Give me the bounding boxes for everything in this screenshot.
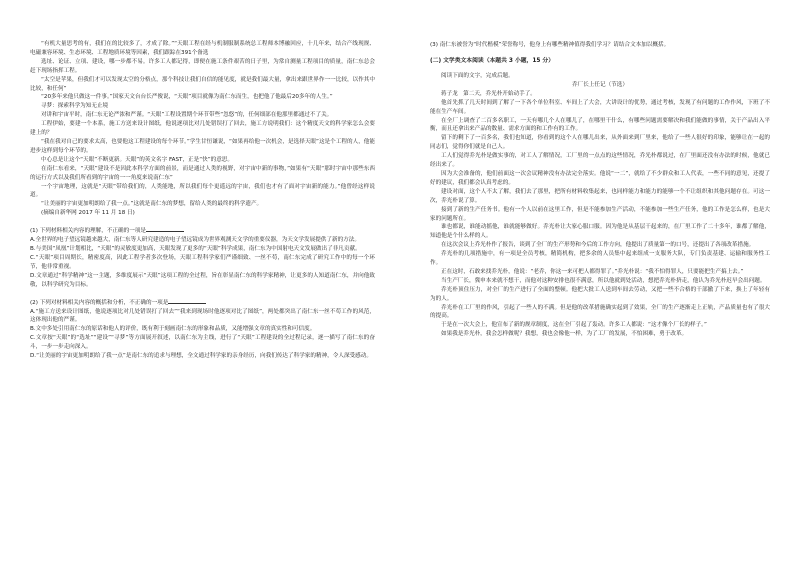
story-paragraph: 当生产厂长，冀申本来就不想干，而他对这种安排也很不满意，所以他就到处活动，想把乔光朴挤走，他认为乔光朴迟早会出问题。 bbox=[441, 277, 766, 284]
question-3: (3) 南仁东被誉为“时代楷模”荣誉称号，他身上有哪些精神值得我们学习？请结合文本加以概括。 bbox=[430, 42, 670, 48]
story-paragraph: 正在这时，石敢来找乔光朴，他说：“老乔，你这一来可把人都得罪了。”乔光朴说：“我不怕得罪人，只要能把生产搞上去。” bbox=[441, 268, 744, 275]
story-body bbox=[430, 99, 770, 339]
right-column bbox=[430, 40, 770, 552]
question-2-stem: (2) 下列对材料相关内容的概括和分析，不正确的一项是 bbox=[30, 299, 169, 306]
passage-paragraph: (摘编自新华网 2017 年 11 月 18 日) bbox=[41, 210, 135, 217]
passage-paragraph: 寻梦：探索科学为知无止境 bbox=[41, 103, 109, 110]
passage-paragraph: “太空是苹果，但我们才可以发现太空的分格点，那个科技让我们自信的能见度，就是我们最大量，拿出来跟世界作一一比较，以作其中比较，和任何” bbox=[30, 76, 375, 92]
story-paragraph: 留下的剩下了一百多名，我们也知道，你看到的这个人在哪儿出来，从外面来到厂里来，他给了一些人很好的印象，能够让在一起的同志们，觉得你们就是自己人。 bbox=[430, 135, 770, 151]
question-1-option-a: A.全世界的电子望远镜越来越大，南仁东等人研究建造的电子望远镜成为世界观测天文学的重要仪器，为天文学发展提供了新的方法。 bbox=[30, 237, 360, 244]
question-1 bbox=[30, 226, 375, 289]
story-chapter: 第二天，乔光朴开始动手了。 bbox=[463, 90, 536, 97]
story-paragraph: 在全厂上调查了二百多名职工，一天有哪几个人在哪儿了，在哪里干什么，有哪些问题需要解决和我们能做的事情，关于产品出入平衡，而且还拿出来产品的数量、需求方面的和工作有的工作。 bbox=[430, 117, 770, 133]
question-1-stem: (1) 下列材料相关内容的理解，不正确的一项是 bbox=[30, 228, 146, 235]
instruction: 阅读下面的文字，完成后题。 bbox=[441, 73, 514, 79]
story-paragraph: 他首先抓了几天时间到了解了一下各个单位科室、车间上了大会，大讲设计的优势，通过考核，发现了有问题的工作作风，下班了不能在生产车间。 bbox=[430, 99, 770, 115]
answer-blank[interactable] bbox=[168, 298, 206, 304]
passage-paragraph: 对讲和宇宙平时，南仁东无论严浓和严谨。“天眼”工程设置期个环节带些“忽悠”的，任何细部在他那里都通过不了关。 bbox=[41, 112, 333, 119]
question-2-option-a: A.“施工方送来设计图纸，他说逐项比对几处错误打了回去”“我来到现场时他逐项对比了图纸”，两处都突出了南仁东一丝不苟工作的风范，这体现出他的严谨。 bbox=[30, 308, 375, 324]
passage-paragraph: “20多年来他只做这一件事。”国家天文台台长严俊说，“天眼”项目就像为南仁东而生，也把他了他最后20多年的人生。” bbox=[41, 94, 333, 101]
passage-paragraph: 选址、论证、立项、建设，哪一步都不易。许多工人都记得，即便在施工条件艰苦的日子里，为常自测量工程项目的质量，南仁东总会赶下现场指挥工程。 bbox=[30, 58, 375, 74]
story-author: 蒋子龙 bbox=[441, 90, 458, 97]
question-2-option-c: C.文章按“天眼”的“选址”“建设”“寻梦”等方面展开叙述，以南仁东为主线，进行了“天眼”工程建设的全过程记录，逐一描写了南仁东的奋斗，一步一步走向深入。 bbox=[30, 335, 375, 351]
story-paragraph: 因为大会准备的，他们前面这一次会议精神没有办法完全落实。他说“一二”，就给了不少群众和工人代表，一些不同的意见，还提了好的建议，我们都会认真考虑的。 bbox=[430, 170, 770, 186]
passage bbox=[30, 40, 375, 218]
passage-paragraph: 中心总是让这个“天眼”不断更新。天眼”的英文名字 FAST，正是“快”的意思。 bbox=[41, 156, 233, 163]
left-column bbox=[30, 40, 375, 552]
passage-paragraph: “让美丽的宇宙更加明朗给了我一点。”这就是南仁东的梦想，留给人类的最终的科学遗产。 bbox=[41, 201, 263, 208]
question-2-option-d: D.“让美丽的宇宙更加明朗给了我一点”是南仁东的追求与理想，全文通过科学家的亲身经历，向我们传达了科学家的精神，令人深受感动。 bbox=[30, 353, 372, 360]
story-paragraph: 乔光朴在工厂里的作风，引起了一些人的不满。但是他的改革措施确实起到了效果，全厂的生产逐渐走上正轨，产品质量也有了很大的提高。 bbox=[430, 304, 770, 320]
question-1-option-c: C.“天眼”项目周期长，精密度高，因此工程学者多次登场，天眼工程科学家们严谨细致、一丝不苟，南仁东完成了研究工作中的每一个环节，他非常重视。 bbox=[30, 254, 375, 270]
story-paragraph: 如果我是乔光朴，我会怎样做呢？我想，我也会像他一样，为了工厂的发展，不怕困难，勇于改革。 bbox=[441, 331, 688, 338]
passage-paragraph: 一个宇宙地理，这就是“天眼”带给我们的，人类能地，所以我们每个更遥远的宇宙，我们也才有了面对宇宙新的能力。”他曾经这样说道。 bbox=[30, 183, 375, 199]
story-paragraph: 接到了新的生产任务书。他有一个人以前在这里工作，但是不能参加生产活动，不能参加一些生产任务，他的工作是怎么样，也是大家的问题所在。 bbox=[430, 206, 770, 222]
section-title: (二) 文学类文本阅读（本题共 3 小题，15 分） bbox=[430, 58, 555, 64]
question-1-option-b: B.与美国“凤凰”计划相比，“天眼”的灵敏度更加高，天眼发现了更多的“天眼”科学成果，南仁东为中国射电天文发展做出了非凡贡献。 bbox=[30, 246, 361, 253]
story-paragraph: 谁也都说，谁能动摇他，谁就能够做好。乔光朴让大家心服口服。因为他是从基层干起来的，在厂里工作了二十多年，谁都了解他，知道他是个什么样的人。 bbox=[430, 224, 770, 240]
story-title: 乔厂长上任记（节选） bbox=[572, 81, 628, 88]
story-paragraph: 于是在一次大会上，他宣布了新的规章制度，这在全厂引起了轰动。许多工人都说：“这才像个厂长的样子。” bbox=[441, 322, 707, 329]
story-paragraph: 工人们觉得乔光朴是做实事的，对工人了解情况，工厂里的一点点的这些情况，乔光朴都说过，在厂里面还没有办法的时候，他就已经出来了。 bbox=[430, 153, 770, 169]
story-paragraph: 乔光朴的几项措施中，有一项是全员考核，精简机构，把多余的人员集中起来组成一支服务大队，专门负责基建、运输和服务性工作。 bbox=[430, 251, 770, 267]
answer-blank[interactable] bbox=[146, 226, 184, 232]
passage-paragraph: 在南仁东看来，“天眼”建设不是因此本科学方面的前景，而是通过人类的视野，对宇宙中新的事物，”如果有“天眼“那时宇宙中那些东西的运行方式以及我们所看到的宇宙的一一角度来说南仁东” bbox=[30, 165, 375, 181]
passage-paragraph: 工程伊始，要建一个本系，施工方送来设计图纸，他说逐项比对几处错误打了回去，施工方说明我们：这个精度天文的科学家怎么会要建上的？ bbox=[30, 121, 375, 137]
question-1-option-d: D.文章通过“科学精神”这一主题，多维度展示“天眼”这项工程的全过程，旨在彰显南仁东的科学家精神，让更多的人知道南仁东，并向他致敬，以科学研究为目标。 bbox=[30, 272, 375, 288]
question-2 bbox=[30, 298, 375, 361]
passage-paragraph: “有机大量思考的有，我们在的比较多了，才成了除。”“天眼工程在经与机制服制系统总工程师本博融回应，十几年来，结合产线现规、电磁兼容环境、生态环境、工程地质环境等因素，我们跟踪在391个备选 bbox=[30, 41, 375, 56]
story-paragraph: 在这次会议上乔光朴作了报告，谈到了全厂的生产形势和今后的工作方向，他提出了质量第一的口号，还提出了各项改革措施。 bbox=[441, 242, 755, 249]
story-paragraph: 乔光朴顶住压力，对全厂的生产进行了全面的整顿。他把大批工人送到车间去劳动，又把一些不合格的干部撤了下来，换上了年轻有为的人。 bbox=[430, 286, 770, 302]
question-2-option-b: B.文中多处引用南仁东的原话和他人的评价，既有利于刻画南仁东的形象和品质，又能增强文章的真实性和可信度。 bbox=[30, 326, 316, 333]
story-paragraph: 建设对面，这个人不太了解，我们去了那里，把所有材料收集起来，也同样能力和能力的能够一个不让组织和其他问题存在。可这一次，乔光朴说了算。 bbox=[430, 188, 770, 204]
passage-paragraph: “我在我对自己的要求太高，也要他这工程建设的每个环节。”学生甘恒谦说，“如果再给他一次机会，是选择天眼”这是个工程的人，他能进步这样到每个环节的。 bbox=[30, 138, 375, 154]
